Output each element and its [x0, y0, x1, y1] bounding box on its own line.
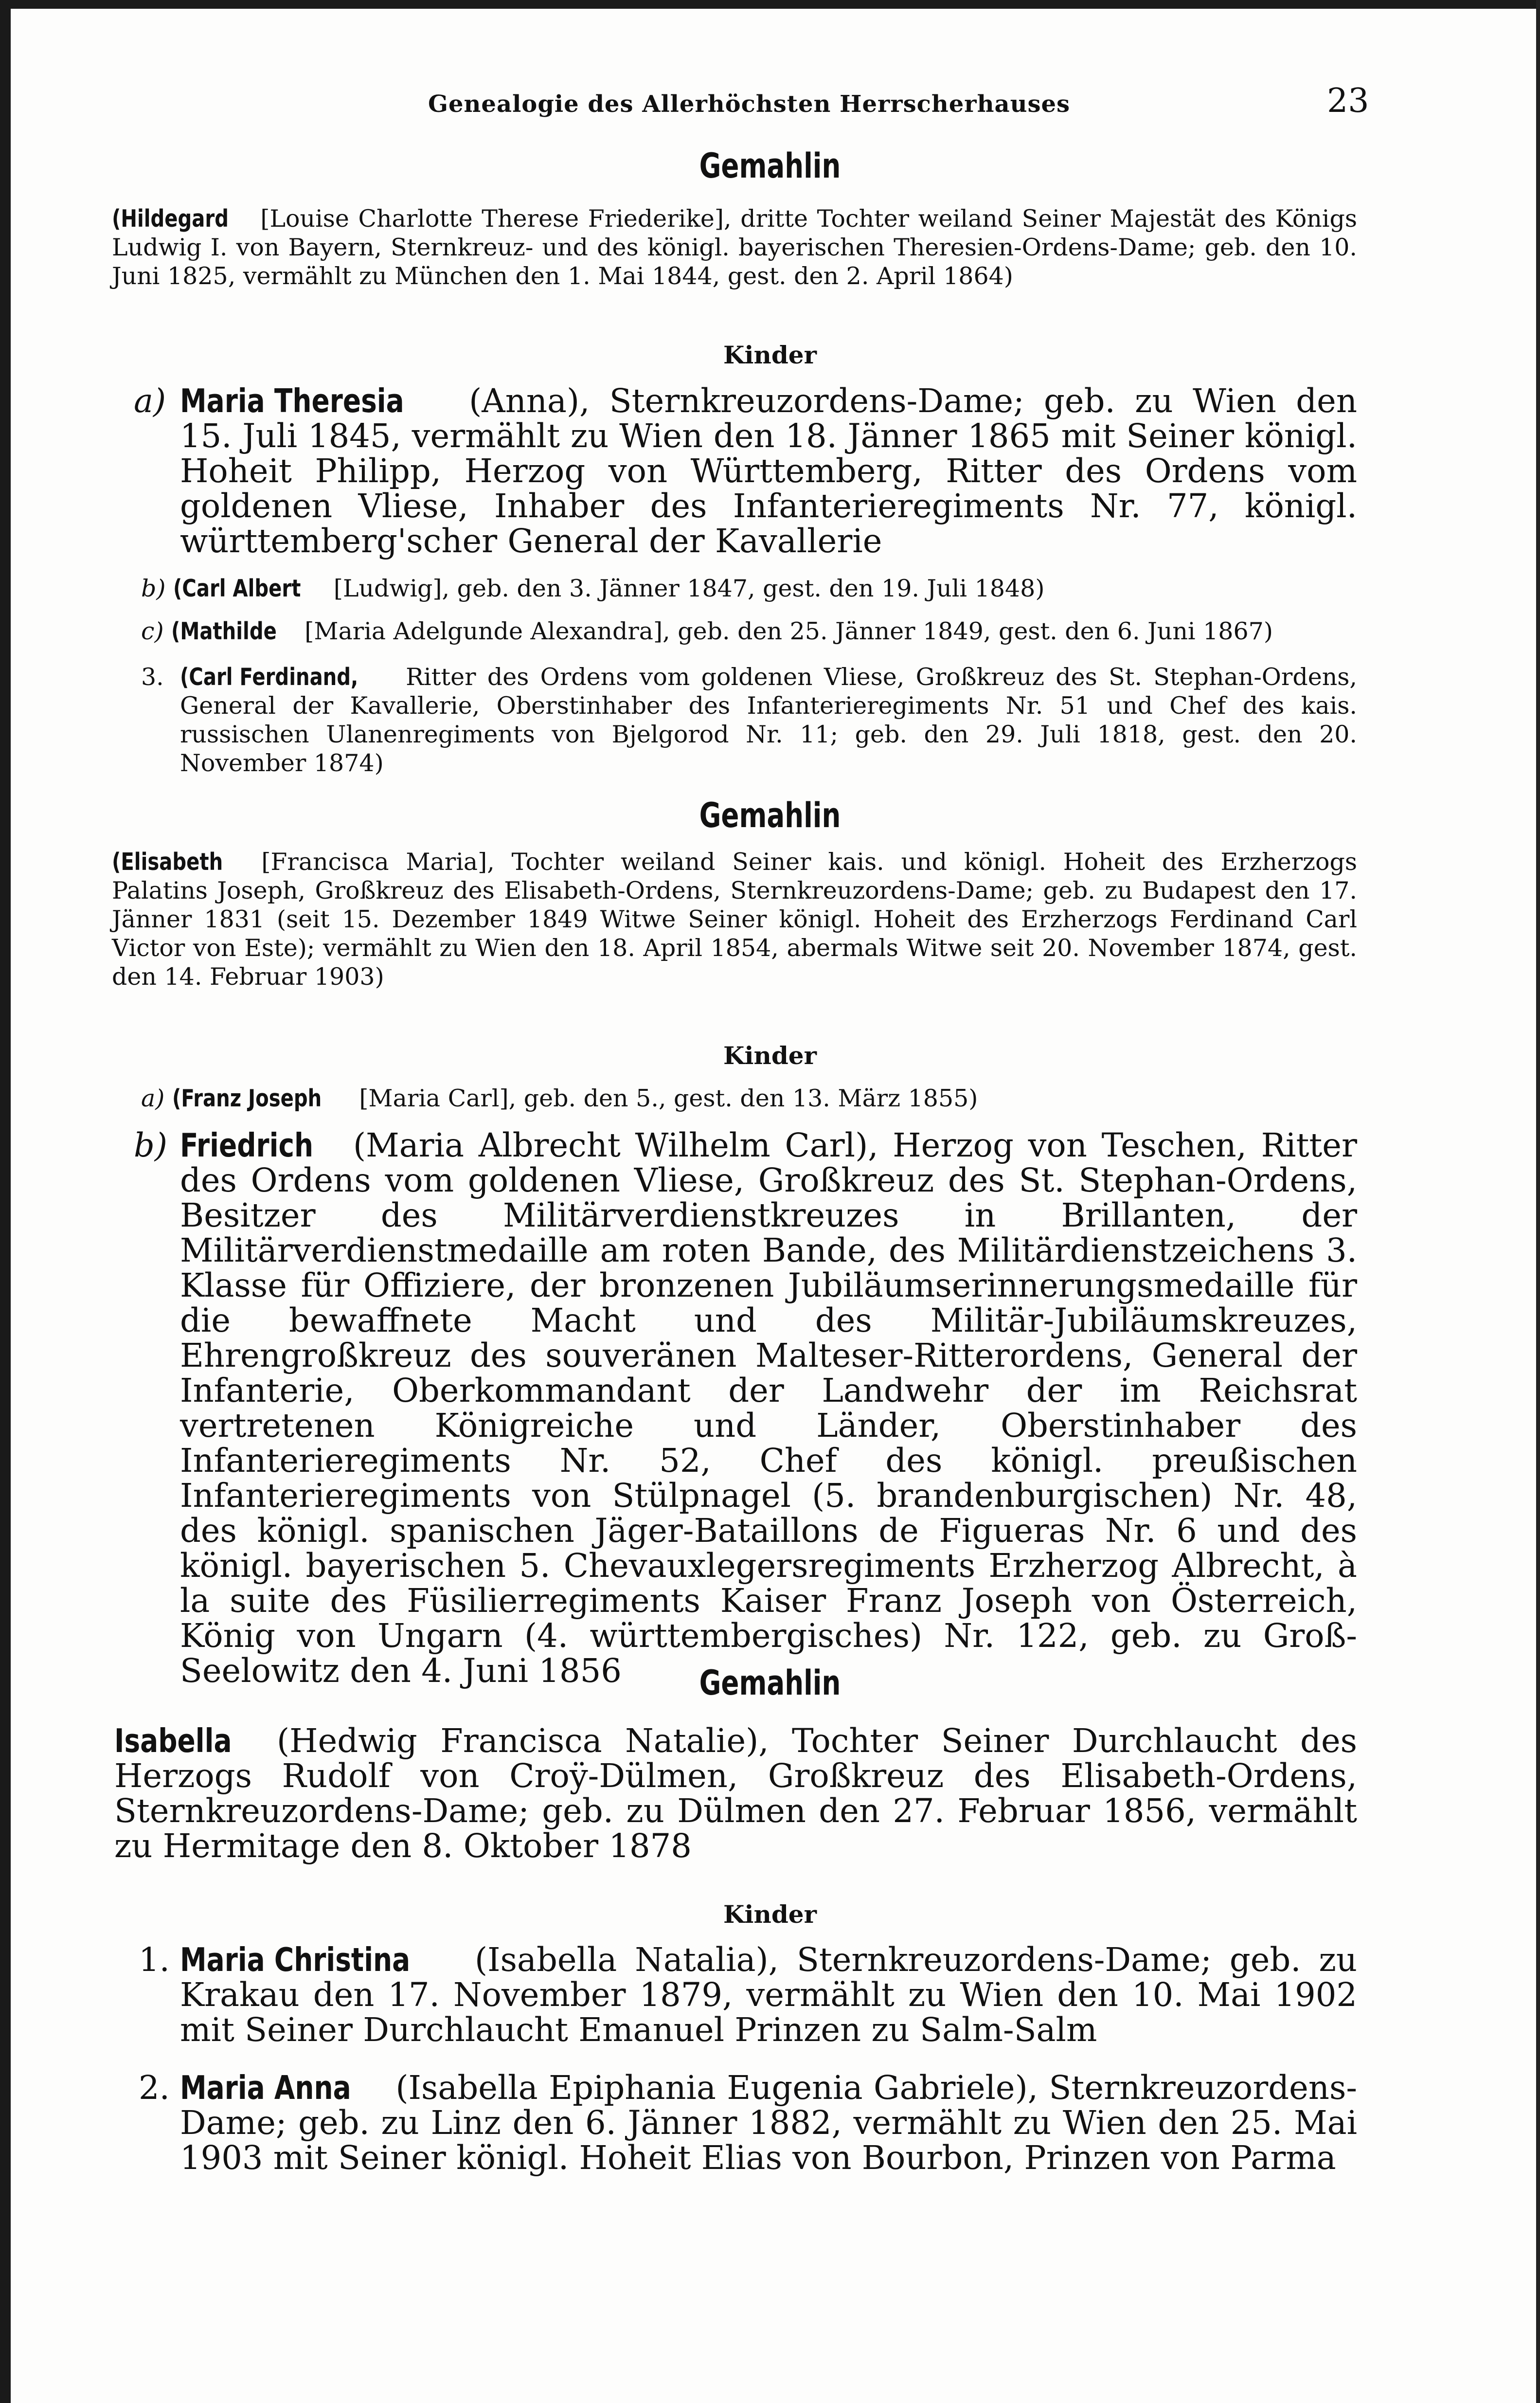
- child-name: Maria Theresia: [180, 382, 404, 420]
- page-number: 23: [1327, 82, 1369, 120]
- list-marker-a: a): [141, 1084, 165, 1112]
- entry-name: (Carl Ferdinand,: [180, 663, 358, 691]
- child-name: Maria Christina: [180, 1941, 411, 1979]
- child-name: (Franz Joseph: [172, 1084, 322, 1112]
- spouse-entry-hildegard: [112, 204, 1357, 290]
- child-entry-carl-albert: [141, 574, 1357, 603]
- child-entry-maria-christina: [139, 1941, 1357, 2049]
- running-header: [0, 82, 1540, 121]
- list-number: 2.: [139, 2069, 170, 2107]
- heading-gemahlin-2: Gemahlin: [699, 795, 841, 835]
- spouse-name: (Elisabeth: [112, 848, 223, 876]
- child-text: [Ludwig], geb. den 3. Jänner 1847, gest. den 19. Juli 1848): [333, 575, 1045, 602]
- spouse-entry-isabella: [114, 1723, 1357, 1863]
- child-text: (Maria Albrecht Wilhelm Carl), Herzog von Teschen, Ritter des Ordens vom goldenen Vliese, Großkreuz des St. Stephan-Ordens, Besitzer des Militärverdienstkreuzes in Brillanten, der Militärverdienstmedaille am roten Bande, des Militärdienstzeichens 3. Klasse für Offiziere, der bronzenen Jubiläumserinnerungsmedaille für die bewaffnete Macht und des Militär-Jubiläumskreuzes, Ehrengroßkreuz des souveränen Malteser-Ritterordens, General der Infanterie, Oberkommandant der Landwehr der im Reichsrat vertretenen Königreiche und Länder, Oberstinhaber des Infanterieregiments Nr. 52, Chef des königl. preußischen Infanterieregiments von Stülpnagel (5. brandenburgischen) Nr. 48, des königl. spanischen Jäger-Bataillons de Figueras Nr. 6 und des königl. bayerischen 5. Chevauxlegersregiments Erzherzog Albrecht, à la suite des Füsilierregiments Kaiser Franz Joseph von Österreich, König von Ungarn (4. württembergisches) Nr. 122, geb. zu Groß-Seelowitz den 4. Juni 1856: [180, 1126, 1357, 1690]
- heading-kinder-3: Kinder: [723, 1900, 817, 1929]
- spouse-text: (Hedwig Francisca Natalie), Tochter Seiner Durchlaucht des Herzogs Rudolf von Croÿ-Dülmen, Großkreuz des Elisabeth-Ordens, Sternkreuzordens-Dame; geb. zu Dülmen den 27. Februar 1856, vermählt zu Hermitage den 8. Oktober 1878: [114, 1722, 1357, 1865]
- child-entry-friedrich: [134, 1126, 1357, 1690]
- spouse-name: (Hildegard: [112, 205, 229, 233]
- list-marker: a): [134, 382, 166, 420]
- list-marker-b: b): [141, 575, 166, 602]
- scan-edge-top: [0, 0, 1540, 9]
- spouse-text: [Louise Charlotte Therese Friederike], dritte Tochter weiland Seiner Majestät des Königs Ludwig I. von Bayern, Sternkreuz- und des königl. bayerischen Theresien-Ordens-Dame; geb. den 10. Juni 1825, vermählt zu München den 1. Mai 1844, gest. den 2. April 1864): [112, 205, 1357, 290]
- list-number: 1.: [139, 1941, 170, 1979]
- child-entry-franz-joseph: [141, 1084, 1357, 1113]
- child-name: (Mathilde: [171, 617, 277, 645]
- child-text: (Isabella Natalia), Sternkreuzordens-Dame; geb. zu Krakau den 17. November 1879, vermählt zu Wien den 10. Mai 1902 mit Seiner Durchlaucht Emanuel Prinzen zu Salm-Salm: [180, 1941, 1357, 2049]
- heading-kinder-2: Kinder: [723, 1041, 817, 1070]
- entry-carl-ferdinand: [141, 663, 1357, 777]
- spouse-name: Isabella: [114, 1722, 232, 1760]
- heading-gemahlin-1: Gemahlin: [699, 146, 841, 186]
- child-name: Friedrich: [180, 1126, 314, 1164]
- list-marker: b): [134, 1126, 168, 1164]
- entry-text: Ritter des Ordens vom goldenen Vliese, Großkreuz des St. Stephan-Ordens, General der Kavallerie, Oberstinhaber des Infanterieregiments Nr. 51 und Chef des kais. russischen Ulanenregiments von Bjelgorod Nr. 11; geb. den 29. Juli 1818, gest. den 20. November 1874): [180, 663, 1357, 777]
- heading-gemahlin-3: Gemahlin: [699, 1663, 841, 1703]
- child-entry-maria-theresia: [134, 382, 1357, 560]
- spouse-entry-elisabeth: [112, 848, 1357, 991]
- list-marker-c: c): [141, 617, 164, 645]
- child-name: Maria Anna: [180, 2069, 351, 2107]
- entry-number: 3.: [141, 663, 164, 691]
- child-entry-maria-anna: [139, 2069, 1357, 2177]
- child-entry-mathilde: [141, 617, 1357, 646]
- spouse-text: [Francisca Maria], Tochter weiland Seiner kais. und königl. Hoheit des Erzherzogs Palatins Joseph, Großkreuz des Elisabeth-Ordens, Sternkreuzordens-Dame; geb. zu Budapest den 17. Jänner 1831 (seit 15. Dezember 1849 Witwe Seiner königl. Hoheit des Erzherzogs Ferdinand Carl Victor von Este); vermählt zu Wien den 18. April 1854, abermals Witwe seit 20. November 1874, gest. den 14. Februar 1903): [112, 848, 1358, 991]
- child-name: (Carl Albert: [173, 575, 301, 602]
- child-text: [Maria Adelgunde Alexandra], geb. den 25. Jänner 1849, gest. den 6. Juni 1867): [304, 617, 1273, 645]
- child-text: (Anna), Sternkreuzordens-Dame; geb. zu Wien den 15. Juli 1845, vermählt zu Wien den 18. Jänner 1865 mit Seiner königl. Hoheit Philipp, Herzog von Württemberg, Ritter des Ordens vom goldenen Vliese, Inhaber des Infanterieregiments Nr. 77, königl. württemberg'scher General der Kavallerie: [180, 382, 1357, 560]
- child-text: (Isabella Epiphania Eugenia Gabriele), Sternkreuzordens-Dame; geb. zu Linz den 6. Jänner 1882, vermählt zu Wien den 25. Mai 1903 mit Seiner königl. Hoheit Elias von Bourbon, Prinzen von Parma: [180, 2069, 1357, 2177]
- heading-kinder-1: Kinder: [723, 341, 817, 369]
- header-title: Genealogie des Allerhöchsten Herrscherhauses: [428, 90, 1071, 118]
- child-text: [Maria Carl], geb. den 5., gest. den 13. März 1855): [359, 1084, 978, 1112]
